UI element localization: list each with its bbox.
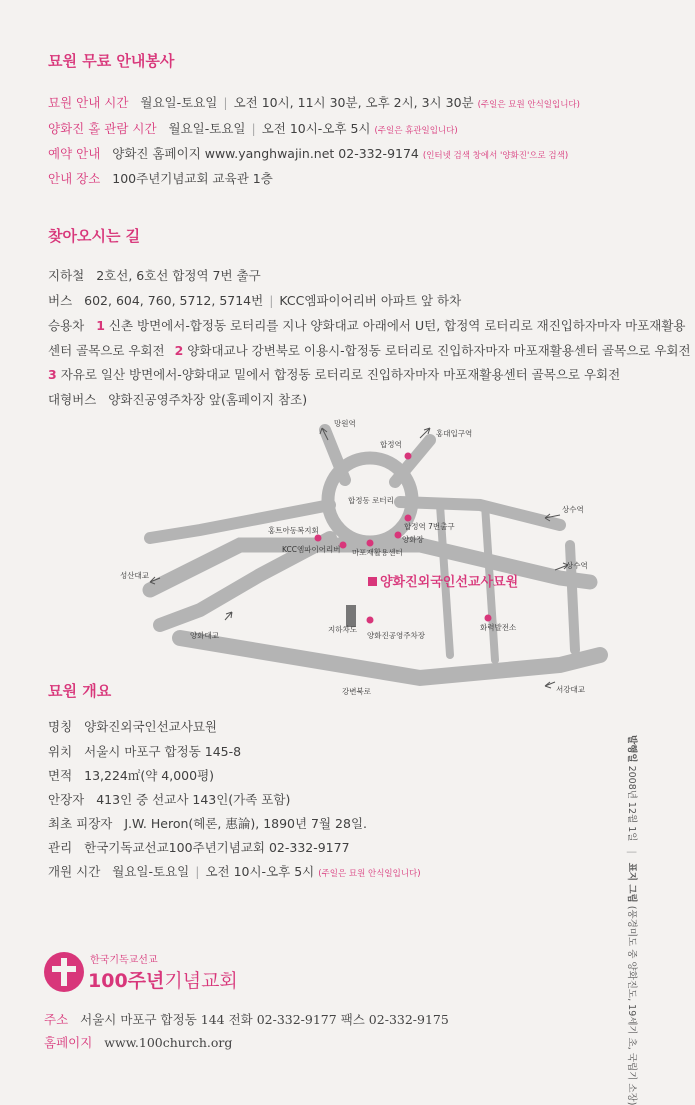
row-value: 양화진 홈페이지 www.yanghwajin.net 02-332-9174 [112,146,419,161]
step-number: 1 [96,318,105,333]
side-date-label: 발행일 [626,735,637,763]
row-label: 최초 피장자 [48,816,113,831]
label-cemetery: 양화진외국인선교사묘원 [380,575,519,590]
label-power: 화력발전소 [480,623,517,632]
step-text: 신촌 방면에서-합정동 로터리를 지나 양화대교 아래에서 U턴, 합정역 로터리로 재진입하자마자 마포재활용 [108,318,686,333]
church-logo-small: 한국기독교선교 [90,955,158,966]
row-label: 안내 장소 [48,171,101,186]
label-sangsu-1: 상수역 [562,505,584,514]
marker-yanghwajang [395,532,402,539]
row-label: 대형버스 [48,392,97,407]
overview-row-manager [48,838,350,856]
row-value: 602, 604, 760, 5712, 5714번 [84,293,264,308]
overview-row-hours [48,862,421,880]
side-caption [626,735,640,1105]
row-label: 승용차 [48,318,85,333]
row-value: 월요일-토요일 [168,121,246,136]
label-yanghwa-bridge: 양화대교 [190,631,219,640]
divider: | [223,95,228,110]
directions-car-3 [48,365,620,383]
label-underpass: 지하차도 [328,625,357,634]
arrow-seogang [545,682,555,688]
row-value: 2호선, 6호선 합정역 7번 출구 [96,268,261,283]
row-value: 서울시 마포구 합정동 144 전화 02-332-9177 팩스 02-332-9175 [80,1012,449,1027]
row-value: 월요일-토요일 [112,864,190,879]
footer-website [44,1033,232,1051]
row-label: 주소 [44,1012,69,1027]
divider: | [251,121,256,136]
church-logo-text [88,966,238,993]
marker-exit7 [405,515,412,522]
label-recycle: 마포재활용센터 [352,548,403,557]
row-label: 위치 [48,744,73,759]
marker-hongtu [315,535,322,542]
divider: | [269,293,274,308]
overview-row-area [48,766,214,784]
label-parking: 양화진공영주차장 [367,631,425,640]
row-label: 양화진 홀 관람 시간 [48,121,157,136]
directions-car-1 [48,316,686,334]
label-gangbyeon: 강변북로 [342,687,371,696]
overview-row-name [48,717,217,735]
step-text-cont: 센터 골목으로 우회전 [48,343,165,358]
row-label: 지하철 [48,268,85,283]
row-label: 안장자 [48,792,85,807]
row-value: 양화진외국인선교사묘원 [84,719,217,734]
step-number: 2 [174,343,184,358]
label-rotary: 합정동 로터리 [348,496,394,505]
website-link[interactable]: www.100church.org [104,1035,233,1050]
overview-row-first [48,814,367,832]
label-sangsu-2: 상수역 [566,561,588,570]
row-value: J.W. Heron(헤론, 惠論), 1890년 7월 28일. [124,816,368,831]
info-row-place [48,169,273,187]
divider: | [195,864,200,879]
section-heading-guide: 묘원 무료 안내봉사 [48,52,175,70]
row-value-2: 오전 10시-오후 5시 [261,121,371,136]
label-kcc: KCC엠파이어리버 [282,545,341,554]
footer-address [44,1010,449,1028]
label-hongdae: 홍대입구역 [436,429,473,438]
road-gangbyeon [180,638,600,678]
row-value: 13,224㎡(약 4,000평) [84,768,215,783]
row-label: 명칭 [48,719,73,734]
marker-hapjeong [405,453,412,460]
directions-car-2 [48,341,691,359]
location-map [0,410,695,700]
label-seogang: 서강대교 [556,685,585,694]
row-label: 개원 시간 [48,864,101,879]
row-value: 한국기독교선교100주년기념교회 02-332-9177 [84,840,350,855]
row-label: 면적 [48,768,73,783]
label-seongsan: 성산대교 [120,571,149,580]
section-heading-directions: 찾아오시는 길 [48,227,141,245]
row-note: (주일은 묘원 안식일입니다) [318,869,421,879]
section-heading-overview: 묘원 개요 [48,682,112,700]
step-text: 자유로 일산 방면에서-양화대교 밑에서 합정동 로터리로 진입하자마자 마포재활용센터 골목으로 우회전 [60,367,621,382]
row-label: 홈페이지 [44,1035,93,1050]
marker-power [485,615,492,622]
underpass-marker [346,605,356,627]
row-note: (주일은 묘원 안식일입니다) [477,100,580,110]
row-label: 버스 [48,293,73,308]
marker-cemetery [368,577,377,586]
logo-bold: 100주년 [88,970,165,992]
overview-row-location [48,742,241,760]
logo-rest: 기념교회 [164,970,238,992]
row-note: (인터넷 검색 창에서 '양화진'으로 검색) [422,151,569,161]
label-yanghwajang: 양화장 [402,535,424,544]
row-label: 예약 안내 [48,146,101,161]
marker-kcc [340,542,347,549]
row-value: 양화진공영주차장 앞(홈페이지 참조) [108,392,308,407]
side-cover: (풍경미도 중 양화진도, 19세기 초, 국립기 소장) [626,905,637,1105]
row-value: 100주년기념교회 교육관 1층 [112,171,273,186]
row-value-2: KCC엠파이어리버 아파트 앞 하차 [279,293,462,308]
overview-row-buried [48,790,290,808]
row-value: 413인 중 선교사 143인(가족 포함) [96,792,291,807]
info-row-guide-time [48,93,580,111]
label-exit7: 합정역 7번출구 [404,522,455,531]
row-label: 관리 [48,840,73,855]
label-mangwon: 망원역 [334,419,356,428]
row-value-2: 오전 10시, 11시 30분, 오후 2시, 3시 30분 [233,95,474,110]
row-value: 월요일-토요일 [140,95,218,110]
info-row-hall-time [48,119,458,137]
step-text: 양화대교나 강변북로 이용시-합정동 로터리로 진입하자마자 마포재활용센터 골목으로 우회전 [187,343,691,358]
side-date: 2008년 12월 1일 [626,765,637,842]
marker-recycle [367,540,374,547]
row-value-2: 오전 10시-오후 5시 [205,864,315,879]
label-hapjeong: 합정역 [380,440,402,449]
marker-parking [367,617,374,624]
step-number: 3 [48,367,57,382]
row-value: 서울시 마포구 합정동 145-8 [84,744,242,759]
divider: | [626,850,637,854]
directions-subway [48,266,261,284]
info-row-reservation [48,144,568,162]
church-logo-icon [44,952,84,992]
label-hongtu: 홍트아동복지회 [268,526,319,535]
row-note: (주일은 휴관일입니다) [374,126,458,136]
row-label: 묘원 안내 시간 [48,95,129,110]
directions-bigbus [48,390,307,408]
arrow-yanghwa [225,612,232,620]
side-cover-label: 표지 그림 [626,862,637,903]
directions-bus [48,291,461,309]
